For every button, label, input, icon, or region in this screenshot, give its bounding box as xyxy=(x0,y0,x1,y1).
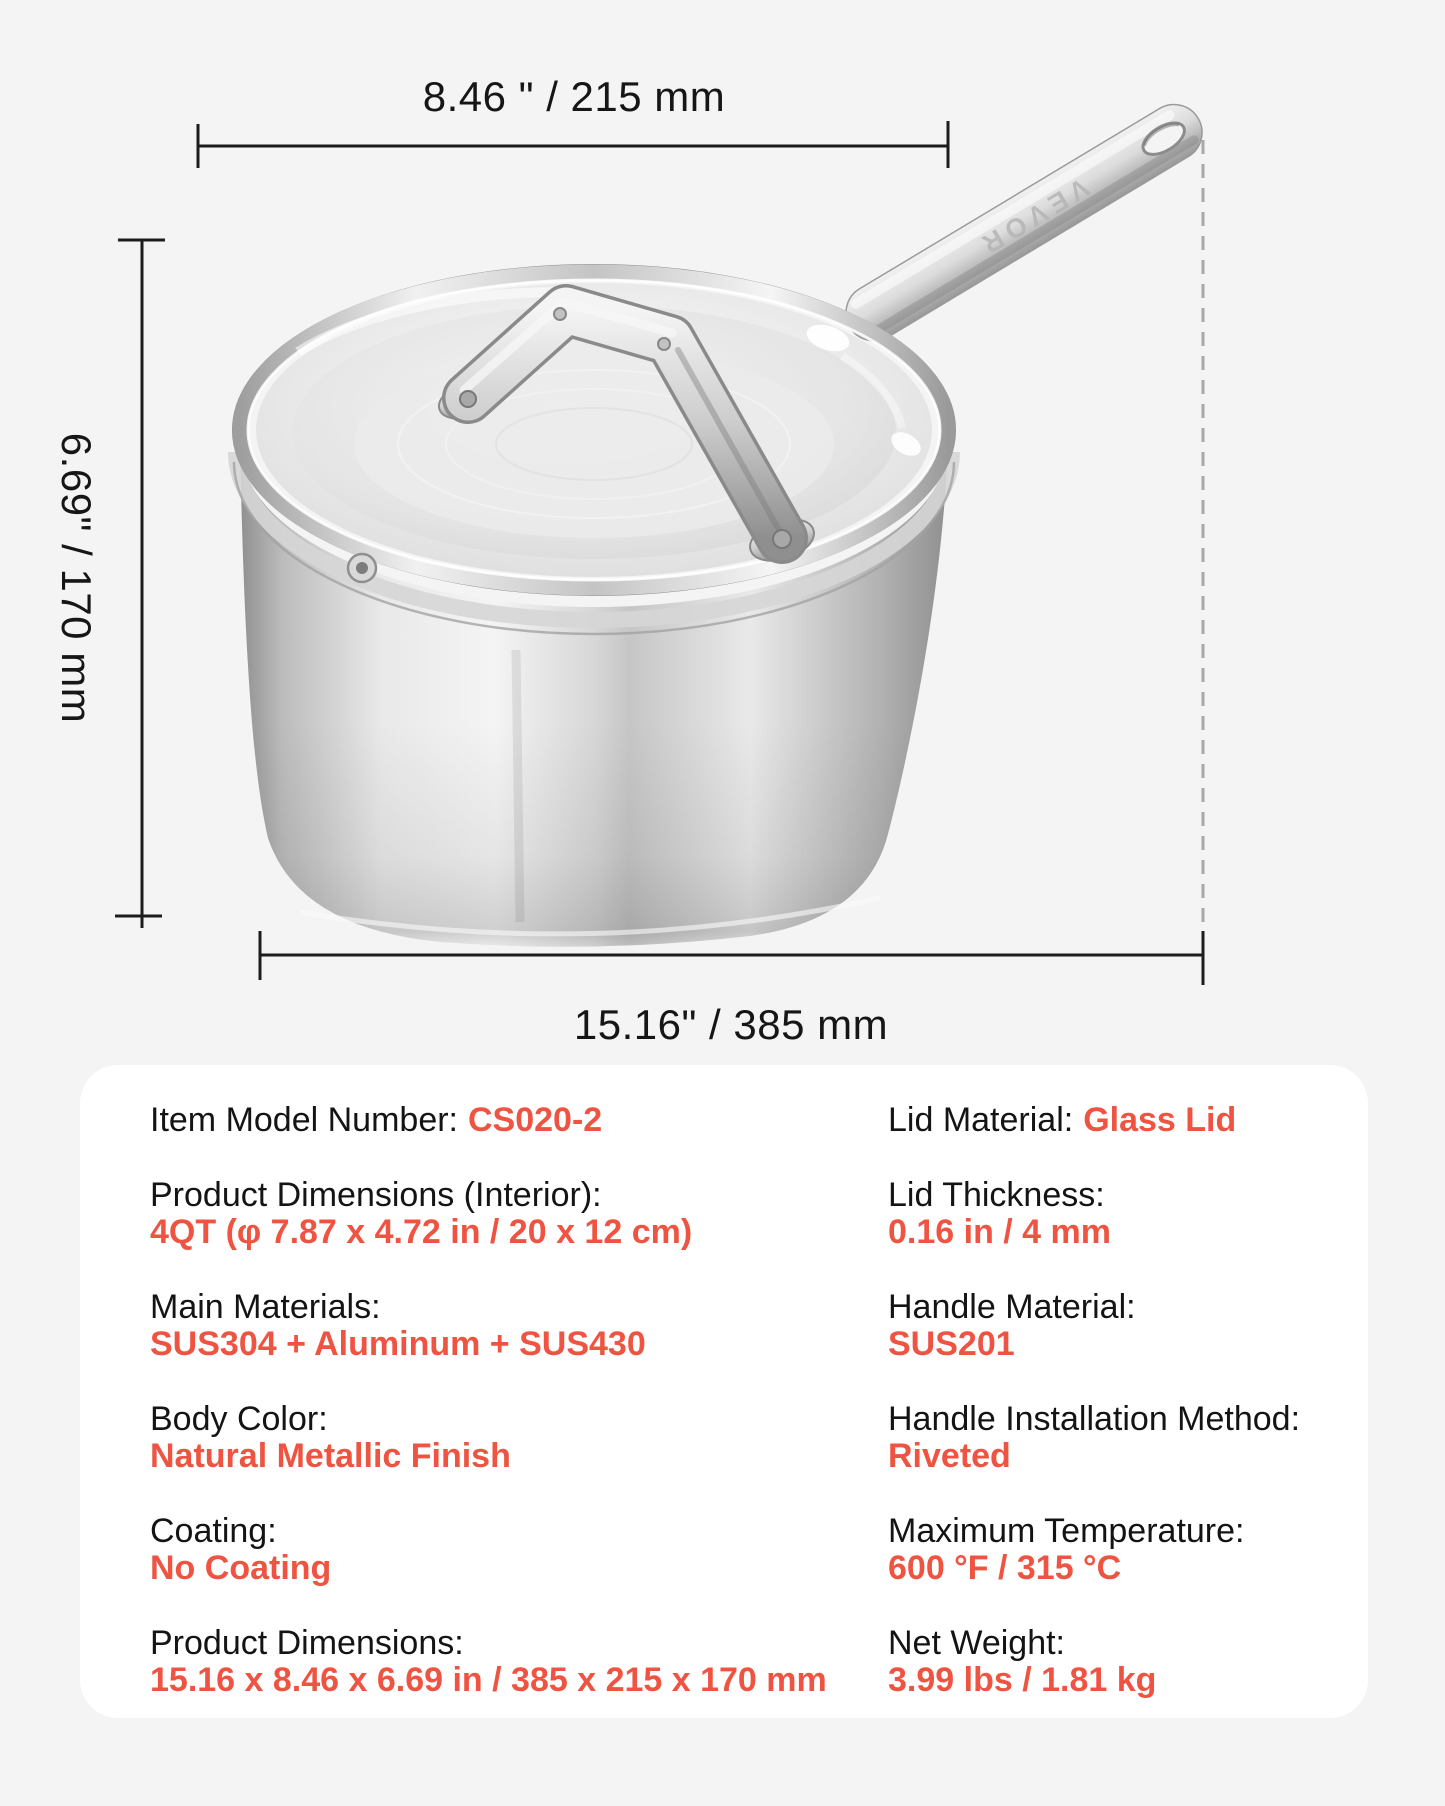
spec-item-lid-material xyxy=(888,1102,1348,1139)
spec-column-left xyxy=(150,1102,855,1699)
lid-handle-rivet-right xyxy=(773,530,791,548)
side-handle xyxy=(836,94,1213,351)
spec-label: Item Model Number: xyxy=(150,1101,458,1139)
bottom-width-dimension-line xyxy=(260,931,1203,985)
spec-label: Lid Material: xyxy=(888,1101,1074,1139)
spec-label: Net Weight: xyxy=(888,1624,1066,1662)
top-width-dimension-line xyxy=(198,121,948,168)
body-seam-shadow xyxy=(516,650,520,922)
side-handle-shadow xyxy=(866,134,1200,339)
height-dimension-line xyxy=(115,240,165,928)
spec-label: Coating: xyxy=(150,1512,277,1550)
spec-value: SUS304 + Aluminum + SUS430 xyxy=(150,1325,646,1363)
spec-value: 600 °F / 315 °C xyxy=(888,1549,1122,1587)
spec-value: 4QT (φ 7.87 x 4.72 in / 20 x 12 cm) xyxy=(150,1213,693,1251)
lid-handle-screw-1 xyxy=(554,308,566,320)
spec-label: Maximum Temperature: xyxy=(888,1512,1245,1550)
spec-item-lid-thickness xyxy=(888,1177,1348,1251)
spec-item-handle-material xyxy=(888,1289,1348,1363)
spec-label: Handle Installation Method: xyxy=(888,1400,1301,1438)
spec-item-main-materials xyxy=(150,1289,855,1363)
spec-label: Body Color: xyxy=(150,1400,328,1438)
lid-handle-screw-2 xyxy=(658,338,670,350)
spec-value: No Coating xyxy=(150,1549,332,1587)
side-handle-highlight xyxy=(849,109,1176,311)
spec-item-net-weight xyxy=(888,1625,1348,1699)
spec-value: Glass Lid xyxy=(1083,1101,1237,1139)
height-dimension-label: 6.69" / 170 mm xyxy=(53,432,100,724)
spec-value: CS020-2 xyxy=(468,1101,603,1139)
spec-item-coating xyxy=(150,1513,855,1587)
spec-label: Handle Material: xyxy=(888,1288,1136,1326)
spec-item-interior-dimensions xyxy=(150,1177,855,1251)
spec-label: Product Dimensions: xyxy=(150,1624,464,1662)
spec-column-right xyxy=(888,1102,1348,1699)
spec-item-model-number xyxy=(150,1102,855,1139)
steam-vent-hole xyxy=(356,562,368,574)
spec-item-max-temperature xyxy=(888,1513,1348,1587)
spec-value: 15.16 x 8.46 x 6.69 in / 385 x 215 x 170 mm xyxy=(150,1661,827,1699)
spec-label: Lid Thickness: xyxy=(888,1176,1105,1214)
lid-handle-rivet-left xyxy=(460,391,476,407)
spec-item-handle-installation xyxy=(888,1401,1348,1475)
spec-value: Natural Metallic Finish xyxy=(150,1437,511,1475)
spec-card xyxy=(80,1065,1368,1718)
brand-engraving-text: VEVOR xyxy=(972,172,1095,263)
spec-item-body-color xyxy=(150,1401,855,1475)
spec-label: Main Materials: xyxy=(150,1288,381,1326)
spec-value: SUS201 xyxy=(888,1325,1015,1363)
bottom-width-dimension-label: 15.16" / 385 mm xyxy=(573,1001,889,1048)
spec-value: Riveted xyxy=(888,1437,1011,1475)
spec-value: 0.16 in / 4 mm xyxy=(888,1213,1111,1251)
spec-value: 3.99 lbs / 1.81 kg xyxy=(888,1661,1157,1699)
spec-item-product-dimensions xyxy=(150,1625,855,1699)
spec-label: Product Dimensions (Interior): xyxy=(150,1176,602,1214)
top-width-dimension-label: 8.46 " / 215 mm xyxy=(422,73,726,120)
